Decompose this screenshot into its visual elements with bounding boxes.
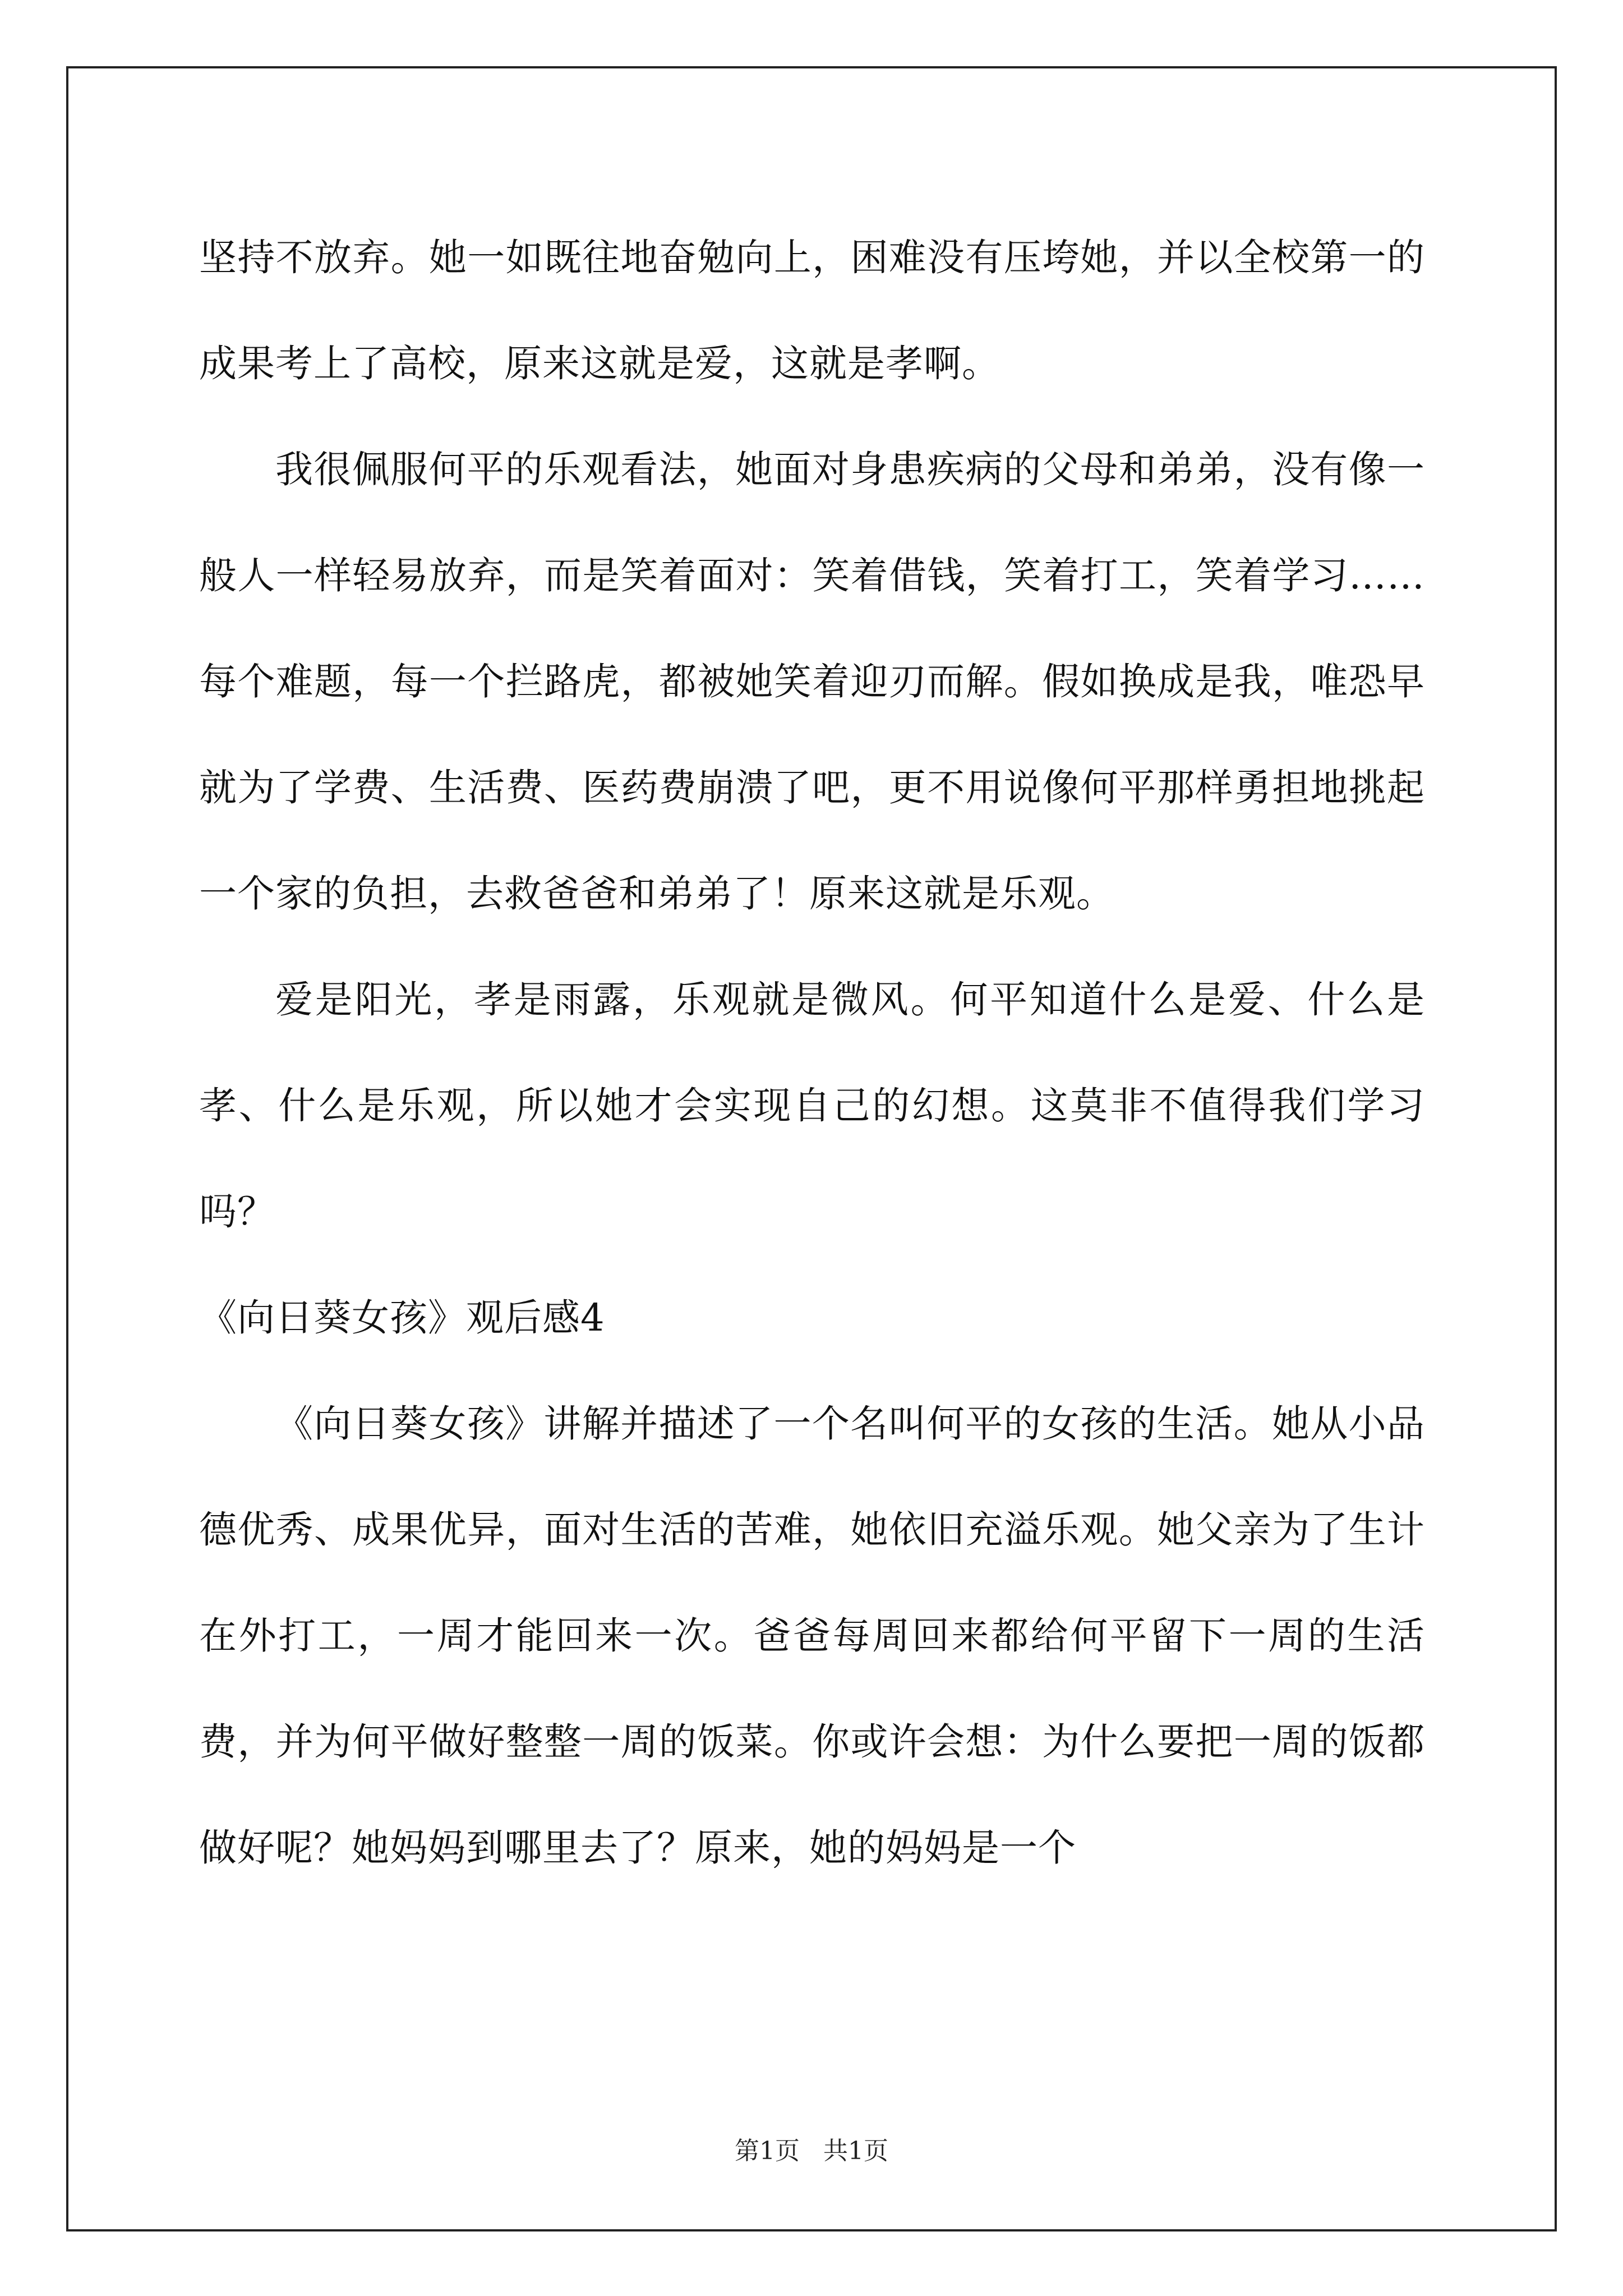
paragraph-intro: 《向日葵女孩》讲解并描述了一个名叫何平的女孩的生活。她从小品德优秀、成果优异，面对生活的苦难，她依旧充溢乐观。她父亲为了生计在外打工，一周才能回来一次。爸爸每周回来都给何平留下一周的生活费，并为何平做好整整一周的饭菜。你或许会想：为什么要把一周的饭都做好呢？她妈妈到哪里去了？原来，她的妈妈是一个 bbox=[199, 1402, 1425, 1870]
paragraph-optimism: 我很佩服何平的乐观看法，她面对身患疾病的父母和弟弟，没有像一般人一样轻易放弃，而是笑着面对：笑着借钱，笑着打工，笑着学习……每个难题，每一个拦路虎，都被她笑着迎刃而解。假如换成是我，唯恐早就为了学费、生活费、医药费崩溃了吧，更不用说像何平那样勇担地挑起一个家的负担，去救爸爸和弟弟了！原来这就是乐观。 bbox=[199, 448, 1425, 915]
page-number: 第1页 bbox=[735, 2137, 800, 2165]
section-heading: 《向日葵女孩》观后感4 bbox=[199, 1296, 605, 1340]
page-footer bbox=[0, 2134, 1623, 2168]
paragraph-conclusion: 爱是阳光，孝是雨露，乐观就是微风。何平知道什么是爱、什么是孝、什么是乐观，所以她才会实现自己的幻想。这莫非不值得我们学习吗？ bbox=[199, 978, 1425, 1234]
page-total: 共1页 bbox=[823, 2137, 888, 2165]
document-body bbox=[199, 205, 1425, 1901]
paragraph-continuation: 坚持不放弃。她一如既往地奋勉向上，困难没有压垮她，并以全校第一的成果考上了高校，原来这就是爱，这就是孝啊。 bbox=[199, 236, 1425, 385]
